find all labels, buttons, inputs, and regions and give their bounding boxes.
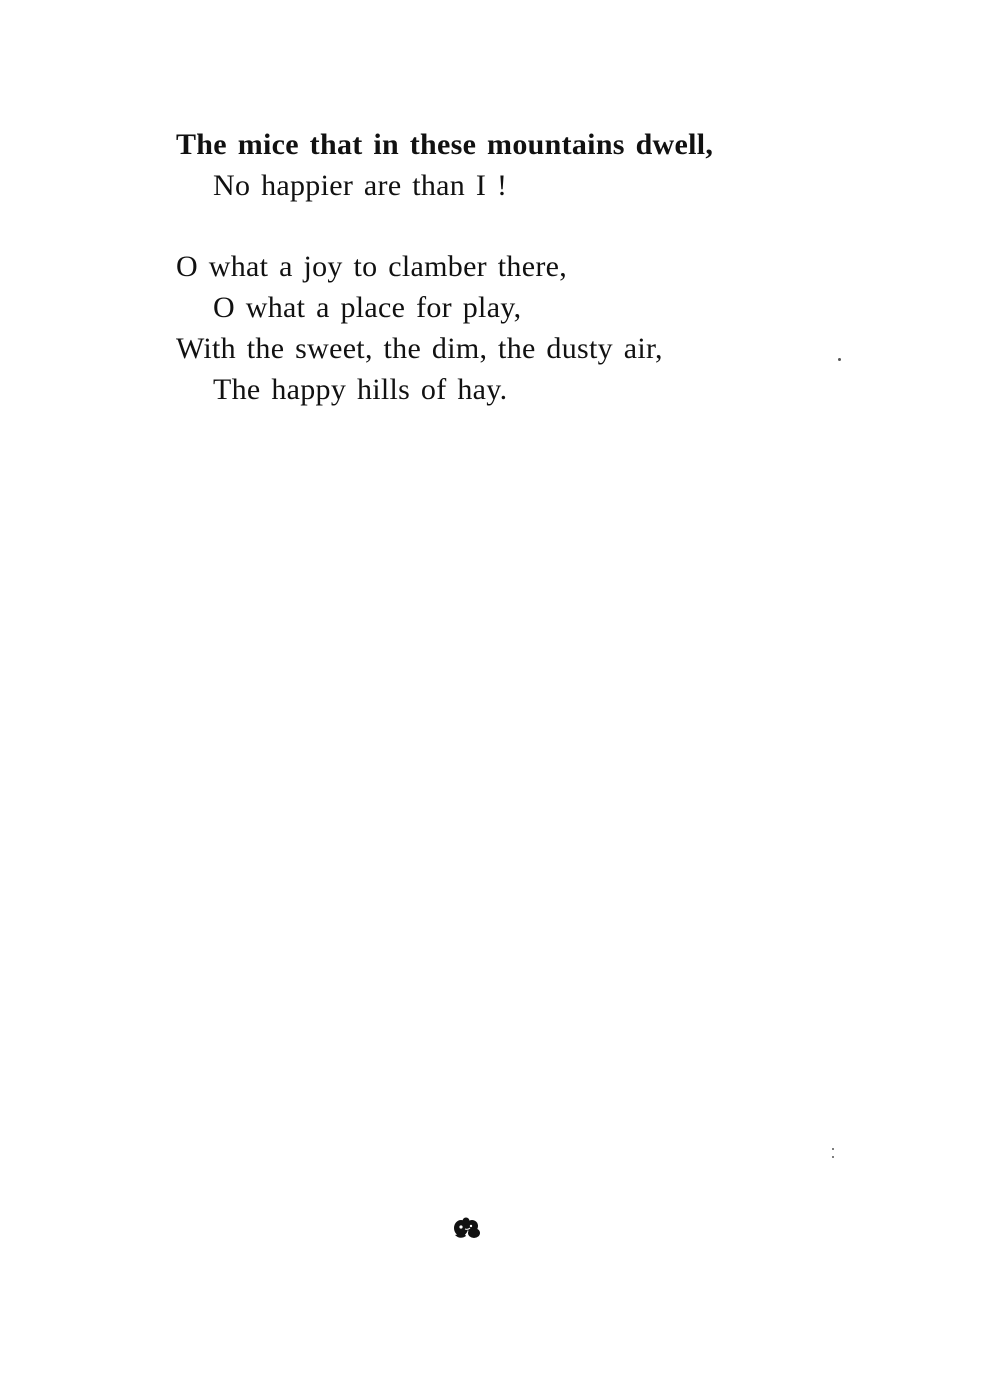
stanza-1	[176, 124, 876, 206]
poem-line: With the sweet, the dim, the dusty air,	[176, 332, 663, 365]
floral-ornament-icon	[452, 1216, 482, 1240]
poem-line: O what a joy to clamber there,	[176, 250, 568, 283]
poem	[176, 124, 876, 410]
poem-line: The happy hills of hay.	[213, 373, 508, 406]
poem-line: O what a place for play,	[213, 291, 522, 324]
stanza-2	[176, 246, 876, 410]
print-speck	[832, 1156, 834, 1158]
print-speck	[832, 1148, 834, 1150]
poem-line: No happier are than I !	[213, 169, 508, 202]
print-speck	[838, 358, 841, 361]
poem-line: The mice that in these mountains dwell,	[176, 128, 714, 161]
